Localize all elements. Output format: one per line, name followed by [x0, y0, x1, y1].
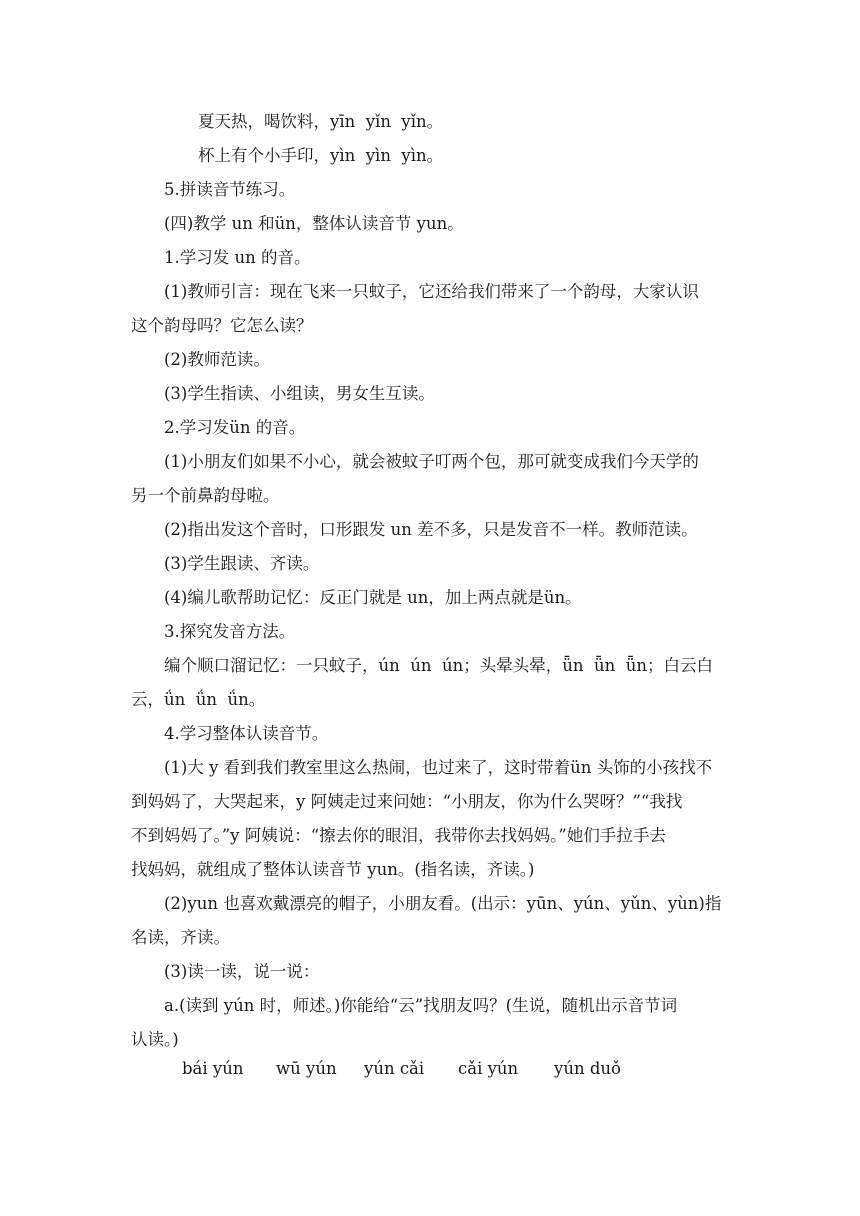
- pinyin-word: cǎi yún: [458, 1059, 519, 1078]
- text-line: 找妈妈，就组成了整体认读音节 yun。(指名读，齐读。): [131, 860, 535, 879]
- text-line: 这个韵母吗？它怎么读？: [131, 316, 313, 335]
- pinyin-word-row: [0, 1057, 860, 1081]
- text-line: (2)教师范读。: [164, 350, 270, 369]
- text-line: 认读。): [131, 1030, 179, 1049]
- text-line: 杯上有个小手印，yìn yìn yìn。: [198, 146, 444, 165]
- text-line: 4.学习整体认读音节。: [164, 724, 329, 743]
- text-line: (3)学生指读、小组读，男女生互读。: [164, 384, 435, 403]
- text-line: 名读，齐读。: [131, 928, 230, 947]
- text-line: 夏天热，喝饮料，yīn yǐn yǐn。: [198, 112, 444, 131]
- text-line: (1)大 y 看到我们教室里这么热闹，也过来了，这时带着ün 头饰的小孩找不: [164, 758, 713, 777]
- text-line: 编个顺口溜记忆：一只蚊子，ún ún ún；头晕头晕，ǖn ǖn ǖn；白云白: [164, 656, 713, 675]
- text-line: (3)学生跟读、齐读。: [164, 554, 320, 573]
- text-line: 5.拼读音节练习。: [164, 180, 296, 199]
- text-line: (四)教学 un 和ün，整体认读音节 yun。: [164, 214, 464, 233]
- pinyin-word: bái yún: [182, 1059, 244, 1078]
- text-line: 到妈妈了，大哭起来，y 阿姨走过来问她：“小朋友，你为什么哭呀？”“我找: [131, 792, 683, 811]
- text-line: (2)yun 也喜欢戴漂亮的帽子，小朋友看。(出示：yūn、yún、yǔn、yùn)指: [164, 894, 722, 913]
- text-line: (1)小朋友们如果不小心，就会被蚊子叮两个包，那可就变成我们今天学的: [164, 452, 699, 471]
- text-line: 另一个前鼻韵母啦。: [131, 486, 280, 505]
- pinyin-word: yún cǎi: [364, 1059, 425, 1078]
- pinyin-word: wū yún: [276, 1059, 337, 1078]
- text-line: (1)教师引言：现在飞来一只蚊子，它还给我们带来了一个韵母，大家认识: [164, 282, 699, 301]
- text-line: 云，ǘn ǘn ǘn。: [131, 690, 266, 709]
- text-line: a.(读到 yún 时，师述。)你能给“云”找朋友吗？(生说，随机出示音节词: [164, 996, 678, 1015]
- text-line: 3.探究发音方法。: [164, 622, 296, 641]
- pinyin-word: yún duǒ: [554, 1059, 621, 1078]
- text-line: (2)指出发这个音时，口形跟发 un 差不多，只是发音不一样。教师范读。: [164, 520, 698, 539]
- text-line: 不到妈妈了。”y 阿姨说：“擦去你的眼泪，我带你去找妈妈。”她们手拉手去: [131, 826, 666, 845]
- text-line: 2.学习发ün 的音。: [164, 418, 306, 437]
- text-line: 1.学习发 un 的音。: [164, 248, 311, 267]
- text-line: (4)编儿歌帮助记忆：反正门就是 un，加上两点就是ün。: [164, 588, 582, 607]
- text-line: (3)读一读，说一说：: [164, 962, 320, 981]
